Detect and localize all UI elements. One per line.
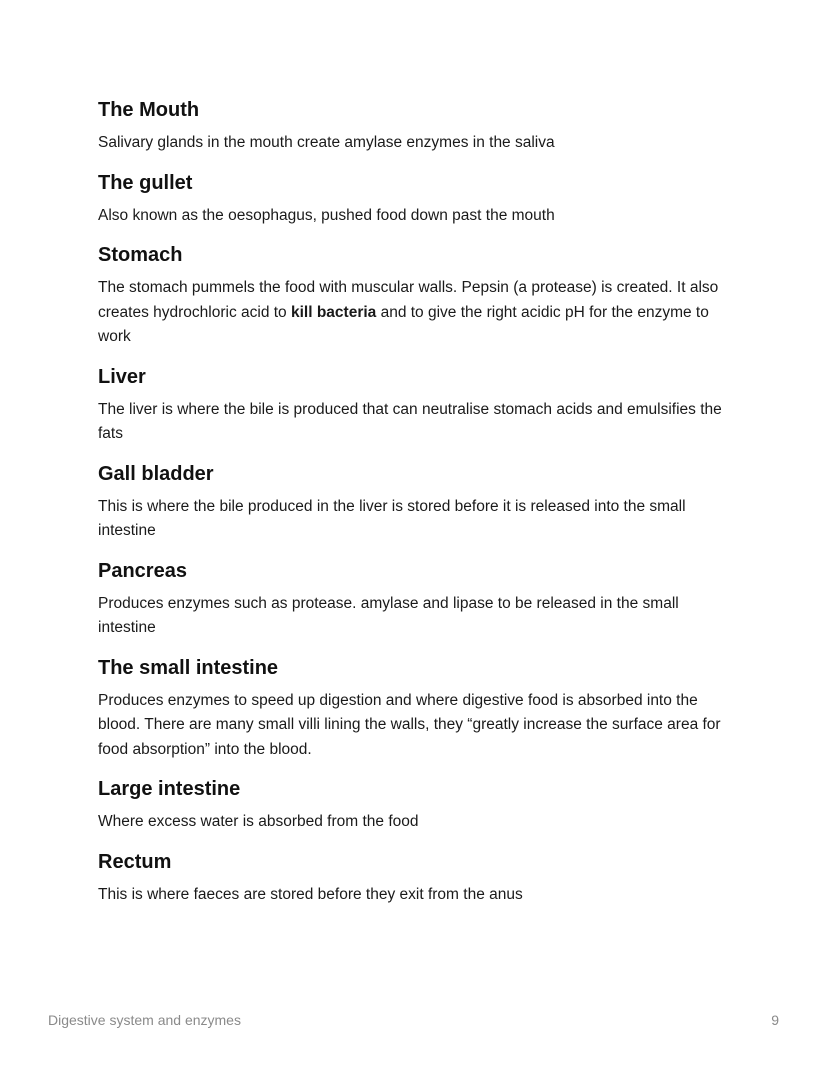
section-heading: Gall bladder <box>98 462 214 485</box>
section-body-text: The stomach pummels the food with muscular walls. Pepsin (a protease) is created. It also creates hydrochloric acid to <box>98 279 719 321</box>
section-body: Where excess water is absorbed from the food <box>98 813 419 830</box>
section-body: Also known as the oesophagus, pushed food down past the mouth <box>98 206 555 224</box>
footer-document-title: Digestive system and enzymes <box>48 1012 241 1028</box>
section-gall-bladder <box>98 461 738 544</box>
section-rectum <box>98 849 738 908</box>
section-small-intestine <box>98 655 738 763</box>
section-body: Produces enzymes such as protease. amylase and lipase to be released in the small intestine <box>98 594 679 636</box>
section-gullet <box>98 170 738 229</box>
section-heading: Rectum <box>98 850 172 873</box>
section-heading: Pancreas <box>98 559 187 582</box>
section-heading: Liver <box>98 365 146 388</box>
section-stomach <box>98 242 738 350</box>
section-heading: The Mouth <box>98 99 200 121</box>
section-heading: Large intestine <box>98 778 241 800</box>
section-body: This is where faeces are stored before they exit from the anus <box>98 885 523 903</box>
section-heading: The gullet <box>98 171 193 194</box>
footer-page-number: 9 <box>771 1012 779 1028</box>
section-body: The liver is where the bile is produced that can neutralise stomach acids and emulsifies the fats <box>98 400 722 442</box>
section-body: Salivary glands in the mouth create amylase enzymes in the saliva <box>98 134 555 151</box>
section-body-text: and to give the right acidic pH for the enzyme to work <box>98 303 709 345</box>
section-heading: The small intestine <box>98 656 279 679</box>
section-mouth <box>98 97 738 156</box>
section-body: This is where the bile produced in the liver is stored before it is released into the small intestine <box>98 497 686 539</box>
section-heading: Stomach <box>98 244 183 266</box>
section-body <box>98 276 738 350</box>
section-large-intestine <box>98 776 738 835</box>
section-body: Produces enzymes to speed up digestion and where digestive food is absorbed into the blood. There are many small villi lining the walls, they “greatly increase the surface area for food absorption” into the blood. <box>98 691 721 758</box>
bold-phrase: kill bacteria <box>290 303 377 321</box>
page-content <box>98 97 738 921</box>
section-liver <box>98 364 738 447</box>
section-pancreas <box>98 558 738 641</box>
